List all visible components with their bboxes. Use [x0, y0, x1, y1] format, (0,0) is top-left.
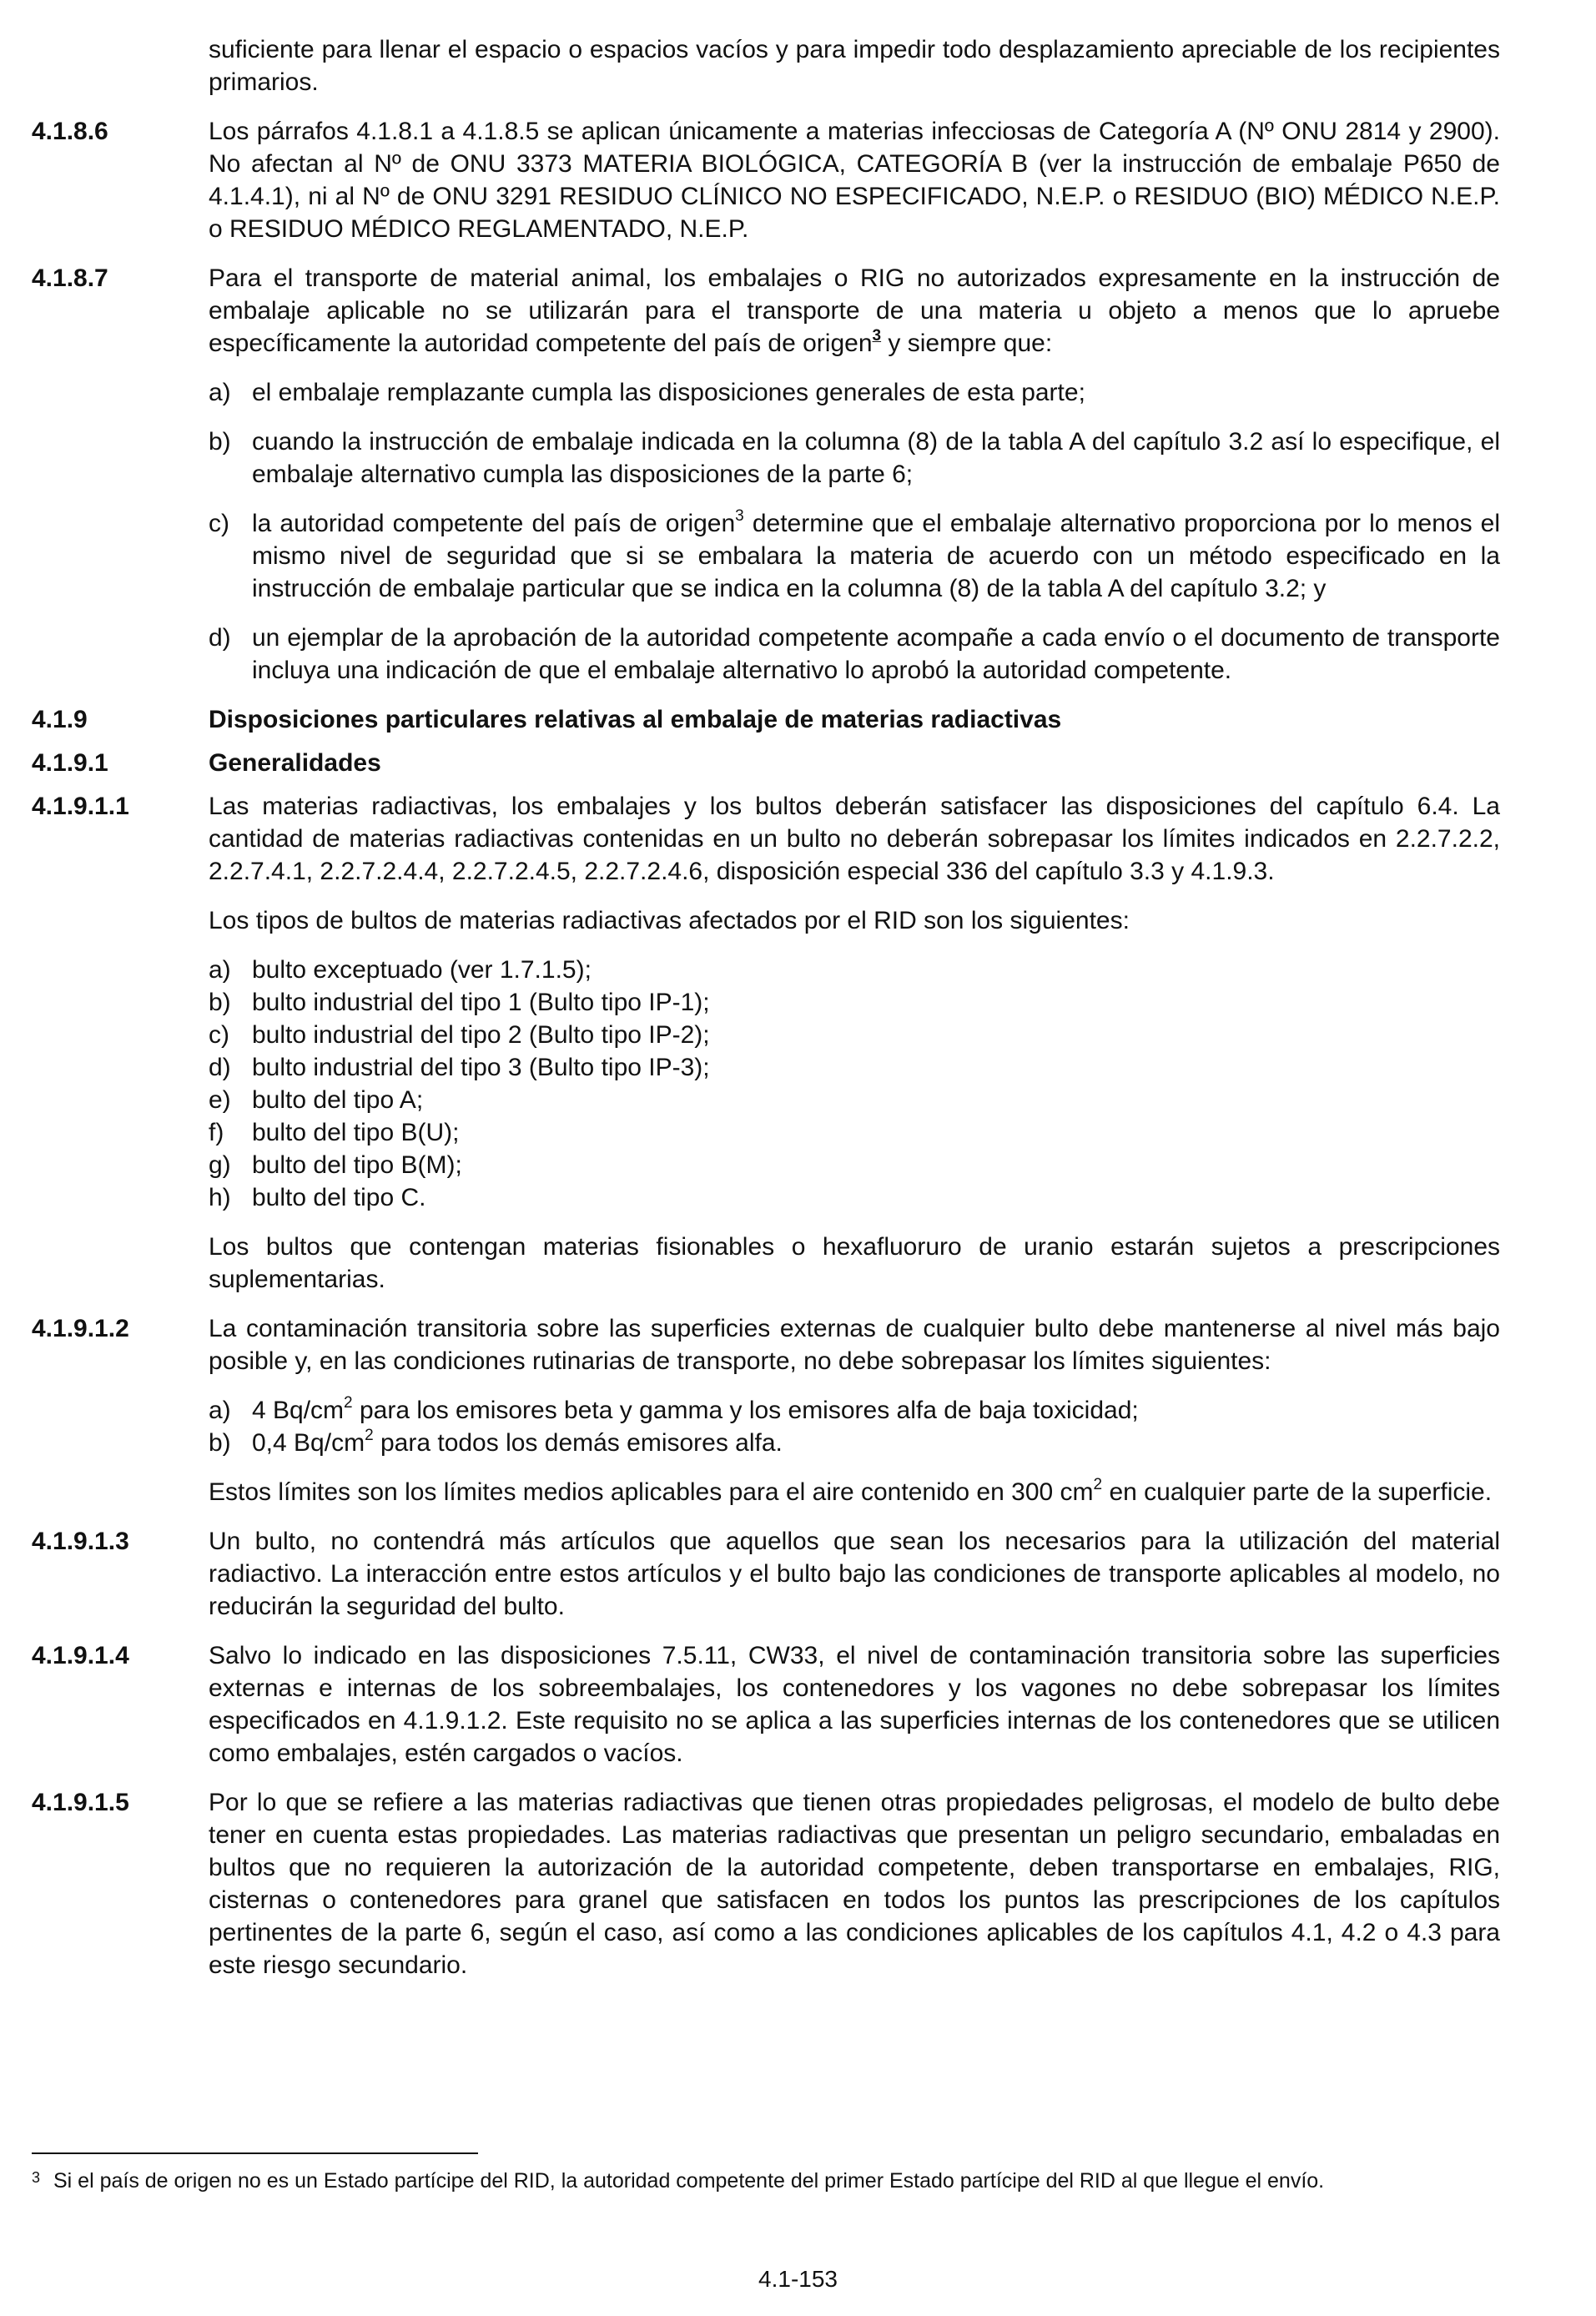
list-item: g) bulto del tipo B(M);	[209, 1151, 462, 1179]
list-item: d) bulto industrial del tipo 3 (Bulto tipo IP-3);	[209, 1054, 710, 1081]
list-item: a) bulto exceptuado (ver 1.7.1.5);	[209, 956, 592, 984]
limits-list	[209, 1394, 1500, 1459]
heading-number: 4.1.9	[32, 706, 88, 733]
list-item: c) bulto industrial del tipo 2 (Bulto tipo IP-2);	[209, 1021, 710, 1049]
section-4-1-9-1-1	[32, 790, 1500, 1296]
section-number: 4.1.9.1.4	[32, 1642, 129, 1669]
conditions-list	[209, 376, 1500, 687]
section-number: 4.1.9.1.3	[32, 1528, 129, 1555]
section-number: 4.1.9.1.2	[32, 1315, 129, 1342]
heading-title: Disposiciones particulares relativas al embalaje de materias radiactivas	[209, 706, 1062, 733]
heading-number: 4.1.9.1	[32, 749, 108, 777]
section-text: Las materias radiactivas, los embalajes y los bultos deberán satisfacer las disposiciones del capítulo 6.4. La cantidad de materias radiactivas contenidas en un bulto no deberán sobrepasar los límites indicados en 2.2.7.2.2, 2.2.7.4.1, 2.2.7.2.4.4, 2.2.7.2.4.5, 2.2.7.2.4.6, disposición especial 336 del capítulo 3.3 y 4.1.9.3.	[209, 793, 1500, 885]
section-text: Los bultos que contengan materias fisionables o hexafluoruro de uranio estarán sujetos a prescripciones suplementarias.	[209, 1233, 1500, 1293]
section-4-1-8-7	[32, 262, 1500, 687]
section-4-1-9-1-2	[32, 1312, 1500, 1508]
package-types-list	[209, 954, 1500, 1214]
list-item: b) bulto industrial del tipo 1 (Bulto tipo IP-1);	[209, 989, 710, 1016]
list-item: h) bulto del tipo C.	[209, 1184, 426, 1211]
section-text: Salvo lo indicado en las disposiciones 7.5.11, CW33, el nivel de contaminación transitoria sobre las superficies externas e internas de los sobreembalajes, los contenedores y los vagones no debe sobrepasar los límites especificados en 4.1.9.1.2. Este requisito no se aplica a las superficies internas de los contenedores que se utilicen como embalajes, estén cargados o vacíos.	[209, 1642, 1500, 1767]
list-item: c) la autoridad competente del país de origen$^3$ determine que el embalaje alternativo proporciona por lo menos el mismo nivel de seguridad que si se embalara la materia de acuerdo con un método especificado en la instrucción de embalaje particular que se indica en la columna (8) de la tabla A del capítulo 3.2; y	[209, 507, 1500, 602]
list-item: e) bulto del tipo A;	[209, 1086, 424, 1114]
section-text: Estos límites son los límites medios aplicables para el aire contenido en 300 $cm^2$ en cualquier parte de la superficie.	[209, 1476, 1493, 1506]
section-4-1-9-1-3	[32, 1525, 1500, 1623]
footnote-text: Si el país de origen no es un Estado partícipe del RID, la autoridad competente del primer Estado partícipe del RID al que llegue el envío.	[53, 2169, 1325, 2193]
heading-4-1-9-1	[32, 747, 1500, 779]
section-number: 4.1.8.6	[32, 118, 108, 145]
section-4-1-9-1-5	[32, 1786, 1500, 1981]
footnote-marker: 3	[32, 2169, 41, 2186]
heading-title: Generalidades	[209, 749, 381, 777]
list-item: a) el embalaje remplazante cumpla las disposiciones generales de esta parte;	[209, 379, 1085, 406]
intro-continuation	[32, 33, 1500, 98]
list-item: b) 0,4 $Bq/cm^2$ para todos los demás emisores alfa.	[209, 1427, 783, 1457]
intro-text: suficiente para llenar el espacio o espacios vacíos y para impedir todo desplazamiento apreciable de los recipientes primarios.	[209, 36, 1500, 96]
section-number: 4.1.9.1.1	[32, 793, 129, 820]
list-item: a) 4 $Bq/cm^2$ para los emisores beta y gamma y los emisores alfa de baja toxicidad;	[209, 1394, 1139, 1424]
section-text: Un bulto, no contendrá más artículos que aquellos que sean los necesarios para la utilización del material radiactivo. La interacción entre estos artículos y el bulto bajo las condiciones de transporte aplicables al modelo, no reducirán la seguridad del bulto.	[209, 1528, 1500, 1620]
section-number: 4.1.8.7	[32, 264, 108, 292]
document-page	[32, 33, 1500, 1998]
section-text: Los párrafos 4.1.8.1 a 4.1.8.5 se aplican únicamente a materias infecciosas de Categoría A (Nº ONU 2814 y 2900). No afectan al Nº de ONU 3373 MATERIA BIOLÓGICA, CATEGORÍA B (ver la instrucción de embalaje P650 de 4.1.4.1), ni al Nº de ONU 3291 RESIDUO CLÍNICO NO ESPECIFICADO, N.E.P. o RESIDUO (BIO) MÉDICO N.E.P. o RESIDUO MÉDICO REGLAMENTADO, N.E.P.	[209, 118, 1500, 243]
footnote-ref: 3	[872, 327, 882, 345]
section-text: Por lo que se refiere a las materias radiactivas que tienen otras propiedades peligrosas, el modelo de bulto debe tener en cuenta estas propiedades. Las materias radiactivas que presentan un peligro secundario, embaladas en bultos que no requieren la autorización de la autoridad competente, deben transportarse en embalajes, RIG, cisternas o contenedores para granel que satisfacen en todos los puntos las prescripciones de los capítulos pertinentes de la parte 6, según el caso, así como a las condiciones aplicables de los capítulos 4.1, 4.2 o 4.3 para este riesgo secundario.	[209, 1789, 1500, 1979]
footnote-divider	[32, 2152, 478, 2154]
page-number: 4.1-153	[758, 2266, 838, 2292]
section-text: La contaminación transitoria sobre las superficies externas de cualquier bulto debe mantenerse al nivel más bajo posible y, en las condiciones rutinarias de transporte, no debe sobrepasar los límites siguientes:	[209, 1315, 1500, 1375]
section-text: Para el transporte de material animal, los embalajes o RIG no autorizados expresamente en la instrucción de embalaje aplicable no se utilizarán para el transporte de una materia u objeto a menos que lo apruebe específicamente la autoridad competente del país de origen$^3$ y siempre que:	[209, 264, 1500, 357]
list-item: b) cuando la instrucción de embalaje indicada en la columna (8) de la tabla A del capítulo 3.2 así lo especifique, el embalaje alternativo cumpla las disposiciones de la parte 6;	[209, 428, 1500, 488]
section-text: Los tipos de bultos de materias radiactivas afectados por el RID son los siguientes:	[209, 907, 1130, 934]
section-number: 4.1.9.1.5	[32, 1789, 129, 1816]
footnote	[32, 2167, 1500, 2195]
heading-4-1-9	[32, 703, 1500, 736]
list-item: f) bulto del tipo B(U);	[209, 1119, 460, 1146]
section-4-1-8-6	[32, 115, 1500, 245]
list-item: d) un ejemplar de la aprobación de la autoridad competente acompañe a cada envío o el documento de transporte incluya una indicación de que el embalaje alternativo lo aprobó la autoridad competente.	[209, 624, 1500, 684]
section-4-1-9-1-4	[32, 1639, 1500, 1770]
